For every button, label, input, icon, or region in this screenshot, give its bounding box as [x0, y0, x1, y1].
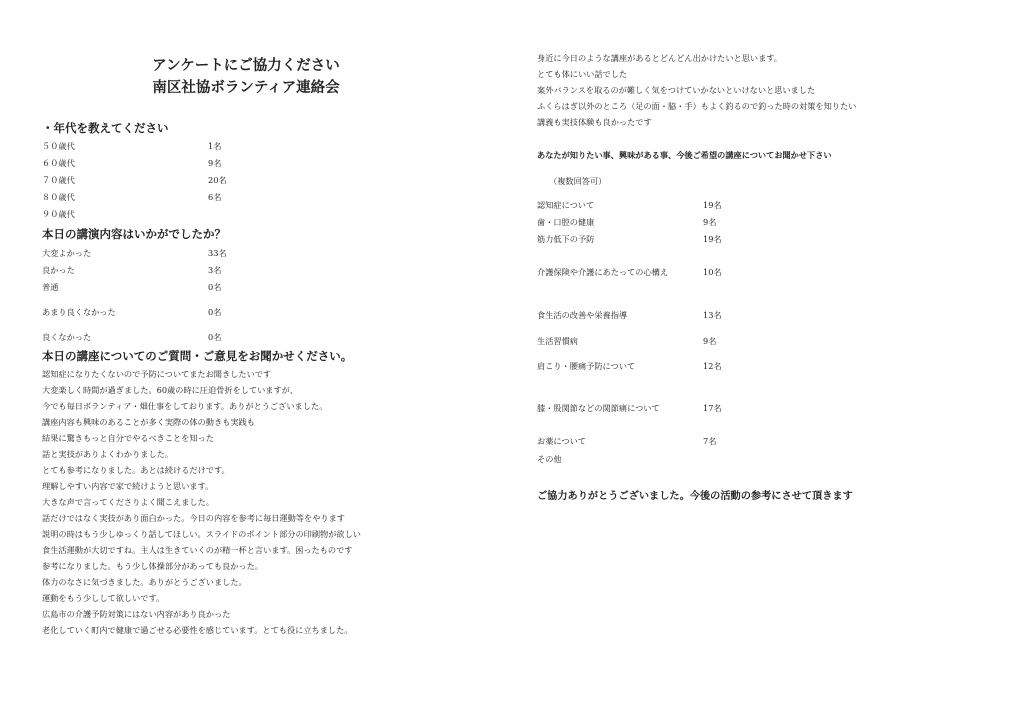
interest-label: 歯・口腔の健康	[537, 217, 595, 227]
interest-label: その他	[537, 454, 562, 464]
comment-line: 食生活運動が大切ですね。主人は生きていくのが精一杯と言います。困ったものです	[42, 545, 353, 555]
interest-count: 17名	[703, 403, 722, 413]
interest-row	[537, 454, 562, 465]
rating-row	[42, 282, 222, 293]
interest-count: 7名	[703, 436, 717, 446]
interests-note: （複数回答可）	[549, 176, 607, 186]
rating-count: 0名	[208, 307, 222, 317]
comment-line: 体力のなさに気づきました。ありがとうございました。	[42, 577, 247, 587]
interest-row	[537, 217, 717, 228]
comment-line: 講義も実技体験も良かったです	[537, 117, 652, 127]
organization-name: 南区社協ボランティア連絡会	[152, 79, 340, 96]
interest-row	[537, 403, 722, 414]
age-heading: ・年代を教えてください	[42, 121, 169, 135]
age-count: 1名	[208, 141, 222, 151]
comment-line: 運動をもう少しして欲しいです。	[42, 593, 165, 603]
comment-line: 説明の時はもう少しゆっくり話してほしい。スライドのポイント部分の印刷物が欲しい	[42, 529, 361, 539]
comment-line: ふくらはぎ以外のところ（足の面・脇・手）もよく釣るので釣った時の対策を知りたい	[537, 101, 857, 111]
interest-row	[537, 336, 717, 347]
interest-count: 19名	[703, 234, 722, 244]
interest-label: 認知症について	[537, 200, 595, 210]
interest-row	[537, 234, 722, 245]
interest-count: 19名	[703, 200, 722, 210]
interest-count: 12名	[703, 361, 722, 371]
comment-line: 理解しやすい内容で家で続けようと思います。	[42, 481, 214, 491]
interest-label: お薬について	[537, 436, 586, 446]
comment-line: 講座内容も興味のあることが多く実際の体の動きも実践も	[42, 417, 255, 427]
interest-row	[537, 267, 722, 278]
age-label: ５０歳代	[42, 141, 75, 151]
age-count: 6名	[208, 192, 222, 202]
comment-line: とても参考になりました。あとは続けるだけです。	[42, 465, 230, 475]
comment-line: 認知症になりたくないので予防についてまたお聞きしたいです	[42, 369, 272, 379]
comment-line: 大変楽しく時間が過ぎました。60歳の時に圧迫骨折をしていますが、	[42, 385, 299, 395]
comment-line: 案外バランスを取るのが難しく気をつけていかないといけないと思いました	[537, 85, 816, 95]
rating-row	[42, 332, 222, 343]
interest-count: 13名	[703, 310, 722, 320]
rating-count: 33名	[208, 248, 227, 258]
interest-row	[537, 200, 722, 211]
rating-row	[42, 248, 227, 259]
rating-row	[42, 265, 222, 276]
age-label: ７０歳代	[42, 175, 75, 185]
comment-line: とても体にいい話でした	[537, 69, 628, 79]
age-row	[42, 141, 222, 152]
comment-line: 参考になりました。もう少し体操部分があっても良かった。	[42, 561, 263, 571]
comments-heading: 本日の講座についてのご質問・ご意見をお聞かせください。	[42, 349, 353, 363]
age-row	[42, 158, 222, 169]
rating-row	[42, 307, 222, 318]
interest-count: 9名	[703, 336, 717, 346]
interest-label: 介護保険や介護にあたっての心構え	[537, 267, 669, 277]
comment-line: 広島市の介護予防対策にはない内容があり良かった	[42, 609, 231, 619]
age-count: 20名	[208, 175, 227, 185]
interest-label: 食生活の改善や栄養指導	[537, 310, 628, 320]
interest-row	[537, 310, 722, 321]
rating-label: あまり良くなかった	[42, 307, 116, 317]
rating-heading: 本日の講演内容はいかがでしたか？	[42, 227, 226, 241]
interest-label: 膝・股関節などの関節痛について	[537, 403, 660, 413]
rating-count: 3名	[208, 265, 222, 275]
age-row	[42, 192, 222, 203]
age-label: ６０歳代	[42, 158, 75, 168]
closing-message: ご協力ありがとうございました。今後の活動の参考にさせて頂きます	[537, 490, 853, 502]
comment-line: 話だけではなく実技があり面白かった。今日の内容を参考に毎日運動等をやります	[42, 513, 345, 523]
interest-label: 筋力低下の予防	[537, 234, 595, 244]
rating-label: 良かった	[42, 265, 75, 275]
rating-count: 0名	[208, 332, 222, 342]
comment-line: 今でも毎日ボランティア・畑仕事をしております。ありがとうございました。	[42, 401, 328, 411]
rating-label: 大変よかった	[42, 248, 92, 258]
rating-label: 良くなかった	[42, 332, 92, 342]
interest-label: 生活習慣病	[537, 336, 578, 346]
survey-title: アンケートにご協力ください	[152, 57, 340, 74]
comment-line: 大きな声で言ってくださりよく聞こえました。	[42, 497, 214, 507]
rating-label: 普通	[42, 282, 59, 292]
interest-count: 9名	[703, 217, 717, 227]
interest-row	[537, 361, 722, 372]
rating-count: 0名	[208, 282, 222, 292]
interest-label: 肩こり・腰痛予防について	[537, 361, 636, 371]
age-label: ９０歳代	[42, 209, 75, 219]
age-row	[42, 209, 75, 220]
interests-heading: あなたが知りたい事、興味がある事、今後ご希望の講座についてお聞かせ下さい	[537, 150, 832, 160]
interest-row	[537, 436, 717, 447]
age-count: 9名	[208, 158, 222, 168]
comment-line: 老化していく町内で健康で過ごせる必要性を感じています。とても役に立ちました。	[42, 625, 353, 635]
comment-line: 身近に今日のような講座があるとどんどん出かけたいと思います。	[537, 53, 782, 63]
age-label: ８０歳代	[42, 192, 75, 202]
comment-line: 話と実技がありよくわかりました。	[42, 449, 174, 459]
comment-line: 結果に驚きもっと自分でやるべきことを知った	[42, 433, 214, 443]
age-row	[42, 175, 227, 186]
interest-count: 10名	[703, 267, 722, 277]
